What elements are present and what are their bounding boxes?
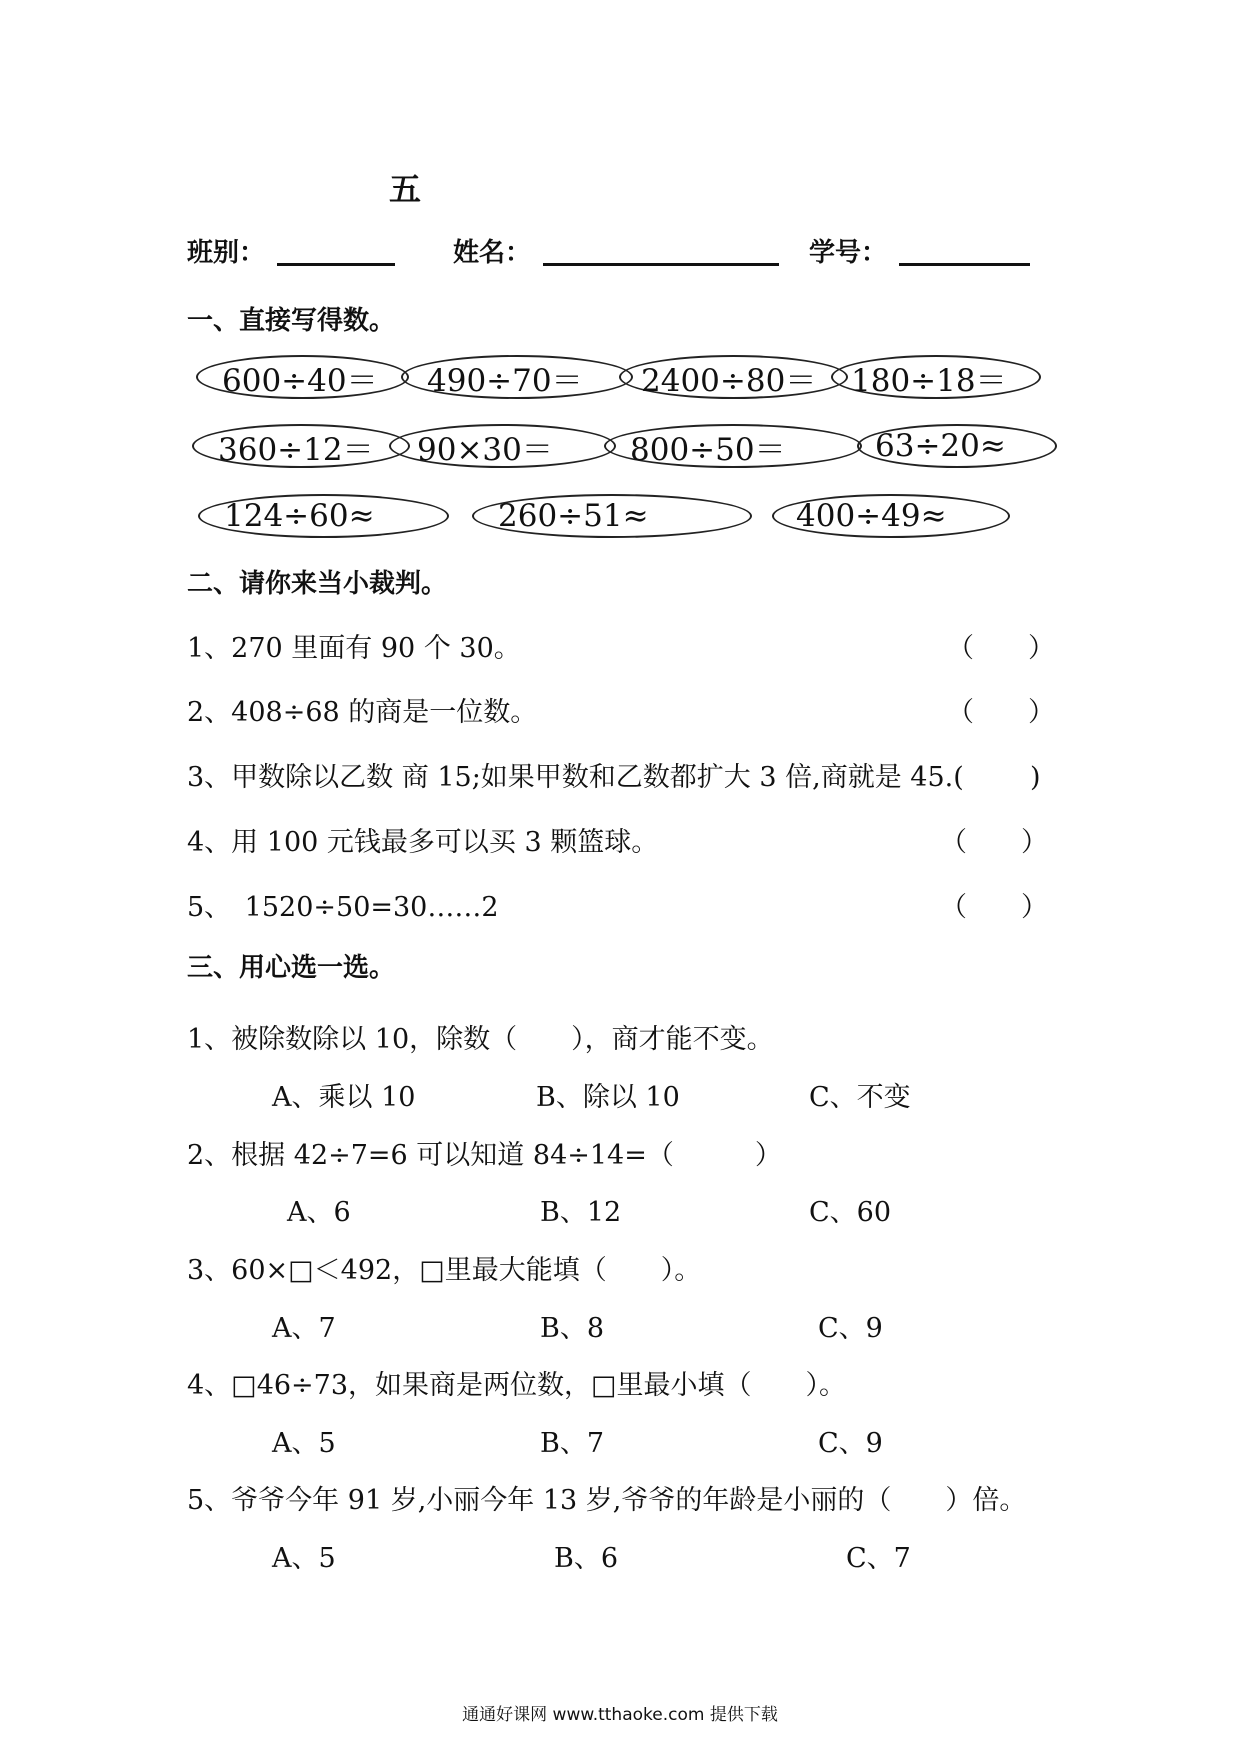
option-c[interactable]: C、9 (818, 1313, 883, 1344)
answer-paren[interactable]: （ ） (940, 892, 1048, 923)
class-blank[interactable] (277, 263, 395, 266)
option-a[interactable]: A、5 (272, 1543, 336, 1574)
answer-paren[interactable]: （ ） (940, 827, 1048, 858)
calc-item: 490÷70＝ (401, 355, 633, 399)
option-b[interactable]: B、除以 10 (536, 1082, 680, 1113)
student-id-blank[interactable] (899, 263, 1030, 266)
option-a[interactable]: A、乘以 10 (272, 1082, 416, 1113)
footer-credit: 通通好课网 www.tthaoke.com 提供下载 (462, 1705, 778, 1725)
option-b[interactable]: B、12 (540, 1197, 622, 1228)
judge-question: 5、 1520÷50=30……2 (187, 892, 499, 923)
choice-question: 4、□46÷73，如果商是两位数，□里最小填（ ）。 (187, 1370, 847, 1401)
choice-question: 1、被除数除以 10，除数（ ），商才能不变。 (187, 1024, 774, 1055)
option-c[interactable]: C、9 (818, 1428, 883, 1459)
option-a[interactable]: A、5 (272, 1428, 336, 1459)
student-id-label: 学号： (809, 238, 888, 268)
calc-item: 360÷12＝ (192, 424, 410, 468)
judge-question: 4、用 100 元钱最多可以买 3 颗篮球。 (187, 827, 659, 858)
judge-question: 1、270 里面有 90 个 30。 (187, 633, 521, 664)
calc-item: 63÷20≈ (857, 424, 1057, 468)
calc-item: 260÷51≈ (472, 494, 752, 538)
section-2-title: 二、请你来当小裁判。 (187, 569, 448, 599)
calc-item: 600÷40＝ (196, 355, 409, 399)
answer-paren[interactable]: ) (1003, 762, 1041, 793)
option-b[interactable]: B、7 (540, 1428, 605, 1459)
calc-item: 400÷49≈ (772, 494, 1010, 538)
section-3-title: 三、用心选一选。 (187, 953, 396, 983)
calc-item: 800÷50＝ (604, 424, 862, 468)
option-b[interactable]: B、8 (540, 1313, 605, 1344)
calc-item: 180÷18＝ (831, 355, 1041, 399)
option-c[interactable]: C、60 (809, 1197, 892, 1228)
page-title: 五 (389, 170, 422, 208)
calc-item: 124÷60≈ (198, 494, 449, 538)
judge-question: 3、甲数除以乙数 商 15;如果甲数和乙数都扩大 3 倍,商就是 45.( (187, 762, 964, 793)
option-c[interactable]: C、不变 (809, 1082, 911, 1113)
option-a[interactable]: A、6 (287, 1197, 351, 1228)
option-b[interactable]: B、6 (554, 1543, 619, 1574)
name-blank[interactable] (543, 263, 779, 266)
choice-question: 2、根据 42÷7=6 可以知道 84÷14=（ ） (187, 1140, 782, 1171)
class-label: 班别： (187, 238, 266, 268)
calc-item: 2400÷80＝ (619, 355, 848, 399)
name-label: 姓名： (453, 238, 532, 268)
answer-paren[interactable]: （ ） (947, 697, 1055, 728)
calc-item: 90×30＝ (389, 424, 616, 468)
choice-question: 5、爷爷今年 91 岁,小丽今年 13 岁,爷爷的年龄是小丽的（ ）倍。 (187, 1485, 1027, 1516)
choice-question: 3、60×□＜492，□里最大能填（ ）。 (187, 1255, 702, 1286)
option-c[interactable]: C、7 (846, 1543, 911, 1574)
section-1-title: 一、直接写得数。 (187, 306, 396, 336)
option-a[interactable]: A、7 (272, 1313, 336, 1344)
judge-question: 2、408÷68 的商是一位数。 (187, 697, 538, 728)
answer-paren[interactable]: （ ） (947, 633, 1055, 664)
